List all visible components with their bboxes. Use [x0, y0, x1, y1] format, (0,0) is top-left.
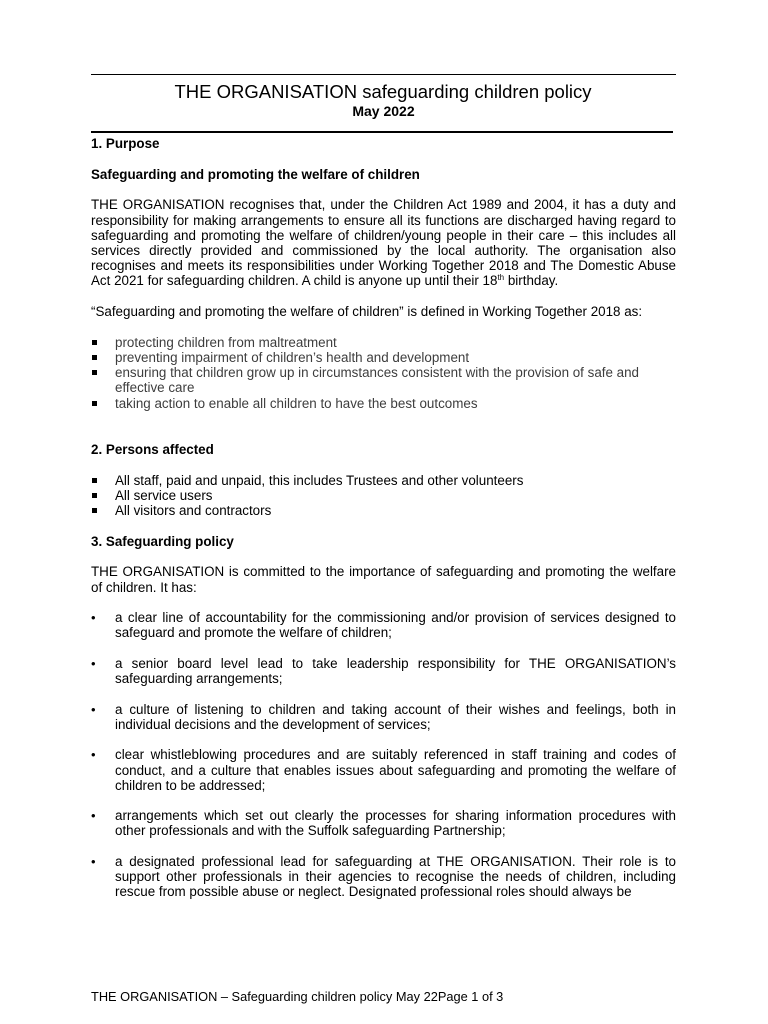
round-bullet-icon: •	[91, 808, 96, 824]
list-item: preventing impairment of children’s health and development	[91, 350, 676, 365]
square-bullet-icon	[92, 401, 97, 406]
paragraph-policy-intro: THE ORGANISATION is committed to the importance of safeguarding and promoting the welfare of children. It has:	[91, 564, 676, 595]
paragraph-purpose-text: THE ORGANISATION recognises that, under the Children Act 1989 and 2004, it has a duty and responsibility for making arrangements to ensure all its functions are discharged having regard to safeguarding and promoting the welfare of children/young people in their care – this includes all services directly provided and commissioned by the local authority. The organisation also recognises and meets its responsibilities under Working Together 2018 and The Domestic Abuse Act 2021 for safeguarding children. A child is anyone up until their 18	[91, 197, 676, 289]
list-item: All service users	[91, 488, 676, 503]
square-bullet-icon	[92, 370, 97, 375]
square-bullet-icon	[92, 508, 97, 513]
superscript-th: th	[497, 273, 505, 283]
header-rule	[91, 131, 673, 133]
square-bullet-icon	[92, 478, 97, 483]
section-heading-policy: 3. Safeguarding policy	[91, 533, 234, 549]
list-item: • clear whistleblowing procedures and are suitably referenced in staff training and codes of conduct, and a culture that enables issues about safeguarding and promoting the welfare of children to be addressed;	[91, 747, 676, 793]
list-item: protecting children from maltreatment	[91, 335, 676, 350]
list-item: • arrangements which set out clearly the processes for sharing information procedures with other professionals and with the Suffolk safeguarding Partnership;	[91, 808, 676, 839]
document-date: May 2022	[352, 103, 415, 119]
persons-list	[91, 473, 676, 519]
round-bullet-icon: •	[91, 701, 96, 717]
paragraph-purpose-end: birthday.	[504, 273, 559, 289]
list-item: All visitors and contractors	[91, 503, 676, 518]
square-bullet-icon	[92, 493, 97, 498]
policy-list	[91, 610, 676, 899]
definition-list	[91, 335, 676, 411]
square-bullet-icon	[92, 355, 97, 360]
top-rule	[91, 74, 676, 75]
list-item: • a designated professional lead for safeguarding at THE ORGANISATION. Their role is to support other professionals in their agencies to recognise the needs of children, including rescue from possible abuse or neglect. Designated professional roles should always be	[91, 853, 676, 900]
list-item: All staff, paid and unpaid, this includes Trustees and other volunteers	[91, 473, 676, 488]
document-page	[91, 58, 676, 915]
section-heading-purpose: 1. Purpose	[91, 136, 160, 151]
paragraph-definition: “Safeguarding and promoting the welfare of children” is defined in Working Together 2018 as:	[91, 304, 643, 320]
square-bullet-icon	[92, 340, 97, 345]
list-item: • a clear line of accountability for the commissioning and/or provision of services designed to safeguard and promote the welfare of children;	[91, 610, 676, 641]
list-item: ensuring that children grow up in circumstances consistent with the provision of safe and effective care	[91, 365, 676, 395]
round-bullet-icon: •	[91, 747, 96, 763]
round-bullet-icon: •	[91, 853, 96, 869]
round-bullet-icon: •	[91, 655, 96, 671]
page-footer: THE ORGANISATION – Safeguarding children policy May 22Page 1 of 3	[91, 989, 504, 1004]
section-heading-persons: 2. Persons affected	[91, 441, 214, 457]
round-bullet-icon: •	[91, 610, 96, 626]
document-title: THE ORGANISATION safeguarding children policy	[174, 81, 592, 102]
list-item: taking action to enable all children to have the best outcomes	[91, 396, 676, 411]
paragraph-purpose	[91, 197, 676, 288]
list-item: • a senior board level lead to take leadership responsibility for THE ORGANISATION’s safeguarding arrangements;	[91, 655, 676, 687]
subheading-safeguarding: Safeguarding and promoting the welfare of children	[91, 166, 420, 182]
list-item: • a culture of listening to children and taking account of their wishes and feelings, both in individual decisions and the development of services;	[91, 701, 676, 732]
